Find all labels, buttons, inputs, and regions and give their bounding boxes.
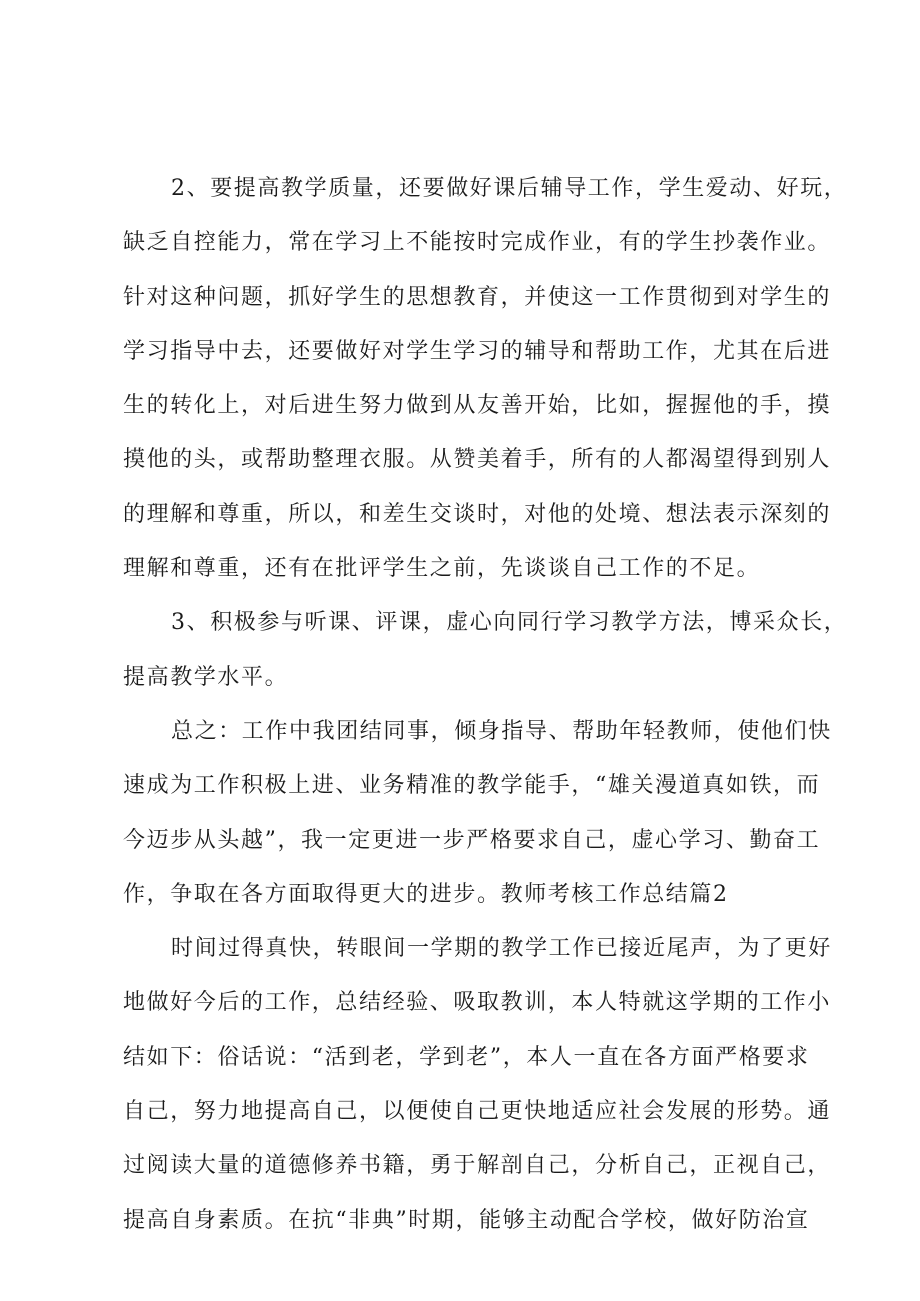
paragraph-line: 理解和尊重，还有在批评学生之前，先谈谈自己工作的不足。 bbox=[123, 556, 761, 582]
paragraph-line: 学习指导中去，还要做好对学生学习的辅导和帮助工作，尤其在后进 bbox=[123, 338, 832, 364]
document-body bbox=[123, 162, 848, 1248]
paragraph-line: 今迈步从头越”，我一定更进一步严格要求自己，虚心学习、勤奋工 bbox=[123, 827, 821, 853]
paragraph-line: 总之：工作中我团结同事，倾身指导、帮助年轻教师，使他们快 bbox=[171, 718, 832, 744]
paragraph-line: 缺乏自控能力，常在学习上不能按时完成作业，有的学生抄袭作业。 bbox=[123, 230, 832, 256]
paragraph-line: 2、要提高教学质量，还要做好课后辅导工作，学生爱动、好玩， bbox=[171, 176, 848, 201]
paragraph-line: 的理解和尊重，所以，和差生交谈时，对他的处境、想法表示深刻的 bbox=[123, 501, 832, 527]
paragraph-line: 针对这种问题，抓好学生的思想教育，并使这一工作贯彻到对学生的 bbox=[123, 284, 832, 310]
paragraph-line: 摸他的头，或帮助整理衣服。从赞美着手，所有的人都渴望得到别人 bbox=[123, 447, 832, 473]
paragraph-line: 结如下：俗话说：“活到老，学到老”，本人一直在各方面严格要求 bbox=[123, 1044, 810, 1070]
paragraph-line: 速成为工作积极上进、业务精准的教学能手，“雄关漫道真如铁，而 bbox=[123, 773, 821, 799]
paragraph-line: 过阅读大量的道德修养书籍，勇于解剖自己，分析自己，正视自己， bbox=[123, 1153, 832, 1179]
paragraph-line: 提高自身素质。在抗“非典”时期，能够主动配合学校，做好防治宣 bbox=[123, 1207, 810, 1233]
paragraph-line: 地做好今后的工作，总结经验、吸取教训，本人特就这学期的工作小 bbox=[123, 990, 832, 1016]
paragraph-line: 提高教学水平。 bbox=[123, 664, 289, 690]
paragraph-line: 3、积极参与听课、评课，虚心向同行学习教学方法，博采众长， bbox=[171, 610, 848, 636]
paragraph-line: 自己，努力地提高自己，以便使自己更快地适应社会发展的形势。通 bbox=[123, 1099, 832, 1125]
paragraph-line: 时间过得真快，转眼间一学期的教学工作已接近尾声，为了更好 bbox=[171, 936, 832, 962]
paragraph-line: 作，争取在各方面取得更大的进步。教师考核工作总结篇2 bbox=[123, 881, 729, 907]
paragraph-line: 生的转化上，对后进生努力做到从友善开始，比如，握握他的手，摸 bbox=[123, 393, 832, 419]
